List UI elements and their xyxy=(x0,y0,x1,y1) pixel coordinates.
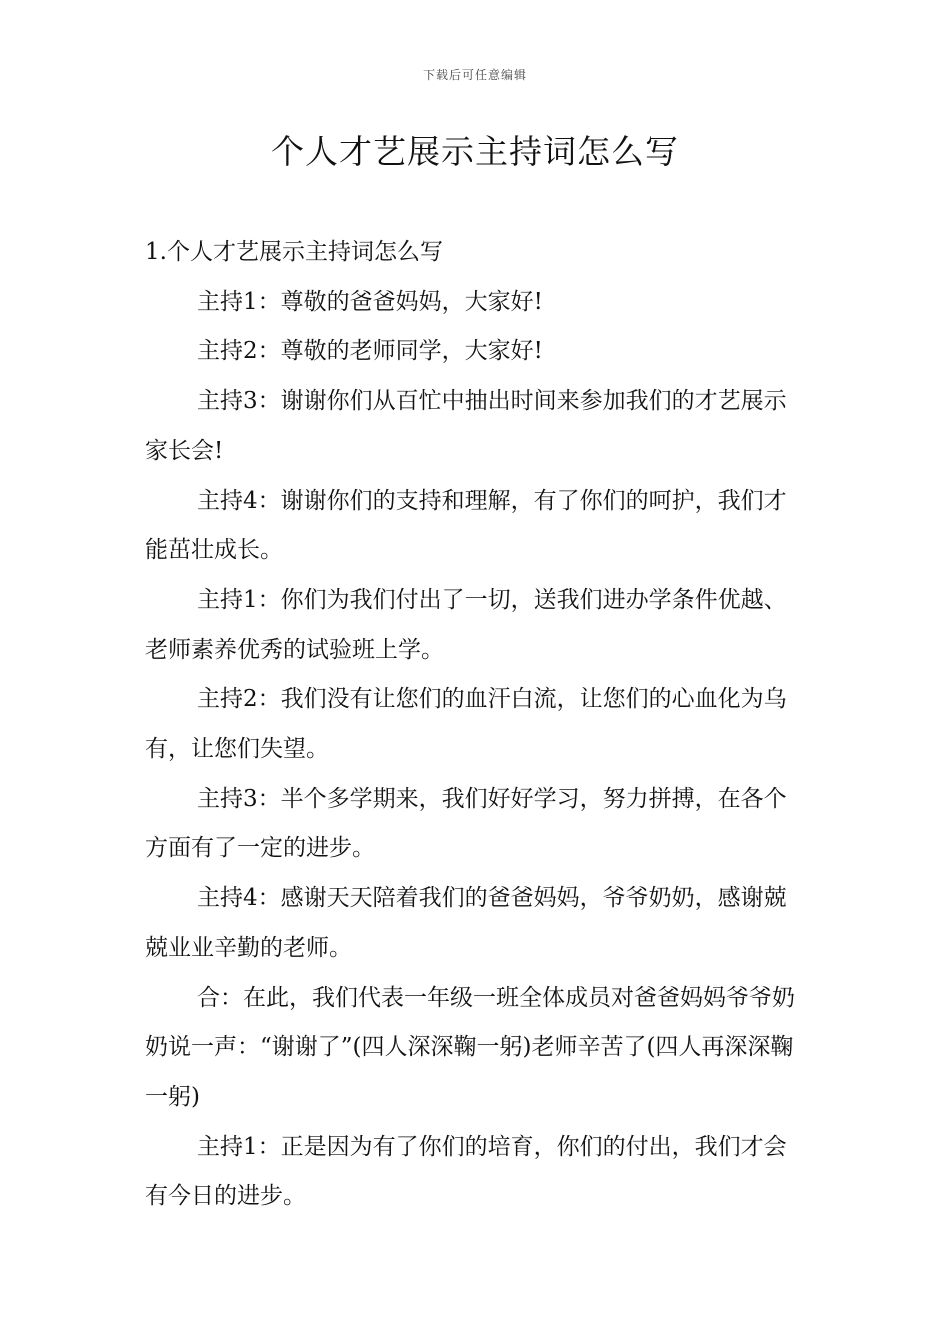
document-title: 个人才艺展示主持词怎么写 xyxy=(271,132,679,171)
paragraph-8: 主持4：感谢天天陪着我们的爸爸妈妈，爷爷奶奶，感谢兢兢业业辛勤的老师。 xyxy=(145,885,787,961)
paragraph-4: 主持4：谢谢你们的支持和理解，有了你们的呵护，我们才能茁壮成长。 xyxy=(145,487,787,564)
paragraph-6: 主持2：我们没有让您们的血汗白流，让您们的心血化为乌有，让您们失望。 xyxy=(145,686,787,763)
document-body xyxy=(145,228,807,1222)
paragraph-10: 主持1：正是因为有了你们的培育，你们的付出，我们才会有今日的进步。 xyxy=(145,1133,787,1210)
paragraph-3: 主持3：谢谢你们从百忙中抽出时间来参加我们的才艺展示家长会! xyxy=(145,388,787,464)
paragraph-1: 主持1：尊敬的爸爸妈妈，大家好! xyxy=(197,288,543,315)
header-note: 下载后可任意编辑 xyxy=(422,68,527,82)
section-heading: 1.个人才艺展示主持词怎么写 xyxy=(145,239,443,265)
paragraph-7: 主持3：半个多学期来，我们好好学习，努力拼搏，在各个方面有了一定的进步。 xyxy=(145,785,787,862)
paragraph-9: 合：在此，我们代表一年级一班全体成员对爸爸妈妈爷爷奶奶说一声：“谢谢了”(四人深深鞠一躬)老师辛苦了(四人再深深鞠一躬) xyxy=(145,984,795,1110)
paragraph-2: 主持2：尊敬的老师同学，大家好! xyxy=(197,338,543,365)
paragraph-5: 主持1：你们为我们付出了一切，送我们进办学条件优越、老师素养优秀的试验班上学。 xyxy=(145,586,787,663)
